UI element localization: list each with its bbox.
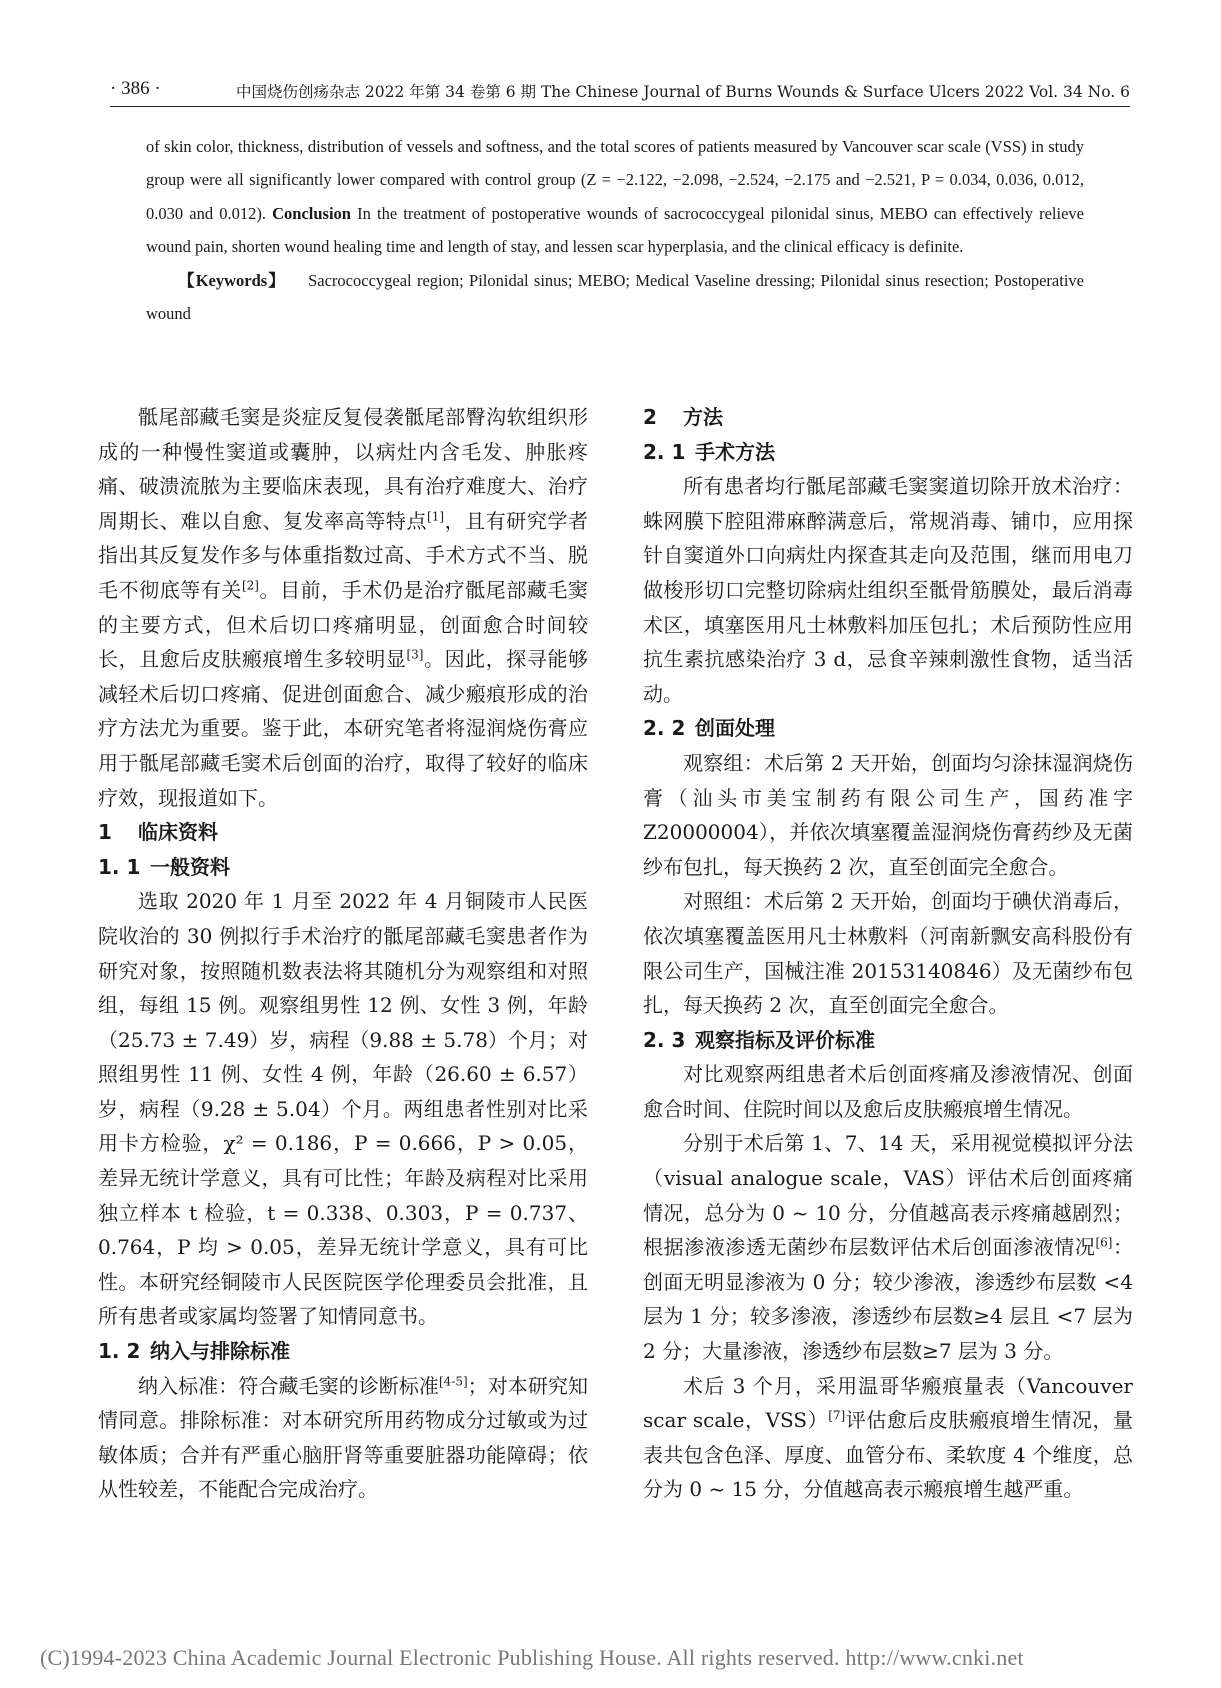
criteria-text: 纳入标准：符合藏毛窦的诊断标准 [138,1373,439,1398]
vas-paragraph [643,1126,1133,1368]
ref-4-5: [4-5] [438,1373,468,1388]
abstract-block [146,130,1084,330]
section-title: 一般资料 [150,854,230,879]
intro-text: 骶尾部藏毛窦是炎症反复侵袭骶尾部臀沟软组织形成的一种慢性窦道或囊肿，以病灶内含毛发、肿胀疼痛、破溃流脓为主要临床表现，具有治疗难度大、治疗周期长、难以自愈、复发率高等特点 [98,405,588,533]
criteria-text: ；对本研究知情同意。排除标准：对本研究所用药物成分过敏或为过敏体质；合并有严重心脑肝肾等重要脏器功能障碍；依从性较差，不能配合完成治疗。 [98,1373,589,1502]
general-data-paragraph: 选取 2020 年 1 月至 2022 年 4 月铜陵市人民医院收治的 30 例拟行手术治疗的骶尾部藏毛窦患者作为研究对象，按照随机数表法将其随机分为观察组和对照组，每组 15 例。观察组男性 12 例、女性 3 例，年龄（25.73 ± 7.49）岁，病程（9.88 ± 5.78）个月；对照组男性 11 例、女性 4 例，年龄（26.60 ± 6.57）岁，病程（9.28 ± 5.04）个月。两组患者性别对比采用卡方检验，χ² = 0.186，P = 0.666，P > 0.05，差异无统计学意义，具有可比性；年龄及病程对比采用独立样本 t 检验，t = 0.338、0.303，P = 0.737、0.764，P 均 > 0.05，差异无统计学意义，具有可比性。本研究经铜陵市人民医院医学伦理委员会批准，且所有患者或家属均签署了知情同意书。 [98,889,588,1329]
ref-2: [2] [241,578,259,593]
indicators-paragraph: 对比观察两组患者术后创面疼痛及渗液情况、创面愈合时间、住院时间以及愈后皮肤瘢痕增生情况。 [643,1062,1133,1121]
section-heading-1-1 [98,850,588,885]
intro-text: ，且有研究学者指出其反复发作多与体重指数过高、手术方式不当、脱毛不彻底等有关 [98,508,589,602]
section-heading-2 [643,400,1133,435]
keywords-text: Sacrococcygeal region; Pilonidal sinus; MEBO; Medical Vaseline dressing; Pilonidal sinus resection; Postoperative wound [146,270,1084,324]
section-number: 2. 2 [643,716,686,741]
intro-text: 。因此，探寻能够减轻术后切口疼痛、促进创面愈合、减少瘢痕形成的治疗方法尤为重要。鉴于此，本研究笔者将湿润烧伤膏应用于骶尾部藏毛窦术后创面的治疗，取得了较好的临床疗效，现报道如下。 [98,647,589,810]
section-title: 观察指标及评价标准 [695,1027,875,1052]
journal-title: 中国烧伤创疡杂志 2022 年第 34 卷第 6 期 The Chinese Journal of Burns Wounds & Surface Ulcers 2022 Vol. 34 No. 6 [235,83,1130,101]
section-title: 临床资料 [138,820,218,845]
vas-text: ：创面无明显渗液为 0 分；较少渗液，渗透纱布层数 <4 层为 1 分；较多渗液，渗透纱布层数≥4 层且 <7 层为 2 分；大量渗液，渗透纱布层数≥7 层为 3 分。 [643,1235,1134,1364]
abstract-conclusion-text: In the treatment of postoperative wounds of sacrococcygeal pilonidal sinus, MEBO can effectively relieve wound pain, shorten wound healing time and length of stay, and lessen scar hyperplasia, and the clinical efficacy is definite. [146,203,1084,257]
ref-3: [3] [406,647,424,662]
vas-text: 分别于术后第 1、7、14 天，采用视觉模拟评分法（visual analogue scale，VAS）评估术后创面疼痛情况，总分为 0 ~ 10 分，分值越高表示疼痛越剧烈；根据渗液渗透无菌纱布层数评估术后创面渗液情况 [643,1131,1133,1260]
section-number: 2. 3 [643,1027,686,1052]
intro-text: 。目前，手术仍是治疗骶尾部藏毛窦的主要方式，但术后切口疼痛明显，创面愈合时间较长，且愈后皮肤瘢痕增生多较明显 [98,577,589,672]
criteria-paragraph [98,1369,588,1507]
keywords-label: 【Keywords】 [178,270,287,290]
ref-6: [6] [1095,1235,1113,1250]
control-group-paragraph: 对照组：术后第 2 天开始，创面均于碘伏消毒后，依次填塞覆盖医用凡士林敷料（河南新飘安高科股份有限公司生产，国械注准 20153140846）及无菌纱布包扎，每天换药 2 次，直至创面完全愈合。 [643,889,1133,1018]
ref-1: [1] [427,509,445,524]
abstract-results-text: of skin color, thickness, distribution of vessels and softness, and the total scores of patients measured by Vancouver scar scale (VSS) in study group were all significantly lower compared with control group (Z = −2.122, −2.098, −2.524, −2.175 and −2.521, P = 0.034, 0.036, 0.012, 0.030 and 0.012). [146,137,1084,223]
right-column [643,400,1133,1507]
observation-group-paragraph: 观察组：术后第 2 天开始，创面均匀涂抹湿润烧伤膏（汕头市美宝制药有限公司生产，国药准字 Z20000004），并依次填塞覆盖湿润烧伤膏药纱及无菌纱布包扎，每天换药 2 次，直至创面完全愈合。 [643,750,1133,879]
section-number: 1. 1 [98,854,141,879]
vss-text: 术后 3 个月，采用温哥华瘢痕量表（Vancouver scar scale，VSS） [643,1373,1133,1433]
section-heading-2-1 [643,435,1133,470]
page-number: · 386 · [110,78,161,99]
section-heading-2-2 [643,711,1133,746]
conclusion-label: Conclusion [272,203,351,223]
section-heading-2-3 [643,1023,1133,1058]
copyright-footer: (C)1994-2023 China Academic Journal Electronic Publishing House. All rights reserved. http://www.cnki.net [40,1645,1024,1670]
vss-text: 评估愈后皮肤瘢痕增生情况，量表共包含色泽、厚度、血管分布、柔软度 4 个维度，总分为 0 ~ 15 分，分值越高表示瘢痕增生越严重。 [643,1408,1134,1502]
keywords-paragraph [146,264,1084,331]
abstract-paragraph [146,130,1084,264]
section-number: 2. 1 [643,439,686,464]
section-heading-1 [98,815,588,850]
section-title: 创面处理 [695,716,775,741]
section-number: 1. 2 [98,1339,141,1364]
ref-7: [7] [828,1408,846,1423]
section-heading-1-2 [98,1334,588,1369]
vss-paragraph [643,1369,1133,1507]
section-title: 纳入与排除标准 [150,1339,290,1364]
section-number: 2 [643,405,657,429]
section-title: 方法 [683,405,723,429]
running-header [110,78,1130,107]
section-title: 手术方法 [695,439,775,464]
left-column [98,400,588,1507]
section-number: 1 [98,820,112,845]
surgery-paragraph: 所有患者均行骶尾部藏毛窦窦道切除开放术治疗：蛛网膜下腔阻滞麻醉满意后，常规消毒、铺巾，应用探针自窦道外口向病灶内探查其走向及范围，继而用电刀做梭形切口完整切除病灶组织至骶骨筋膜处，最后消毒术区，填塞医用凡士林敷料加压包扎；术后预防性应用抗生素抗感染治疗 3 d，忌食辛辣刺激性食物，适当活动。 [643,474,1133,706]
intro-paragraph [98,400,588,815]
